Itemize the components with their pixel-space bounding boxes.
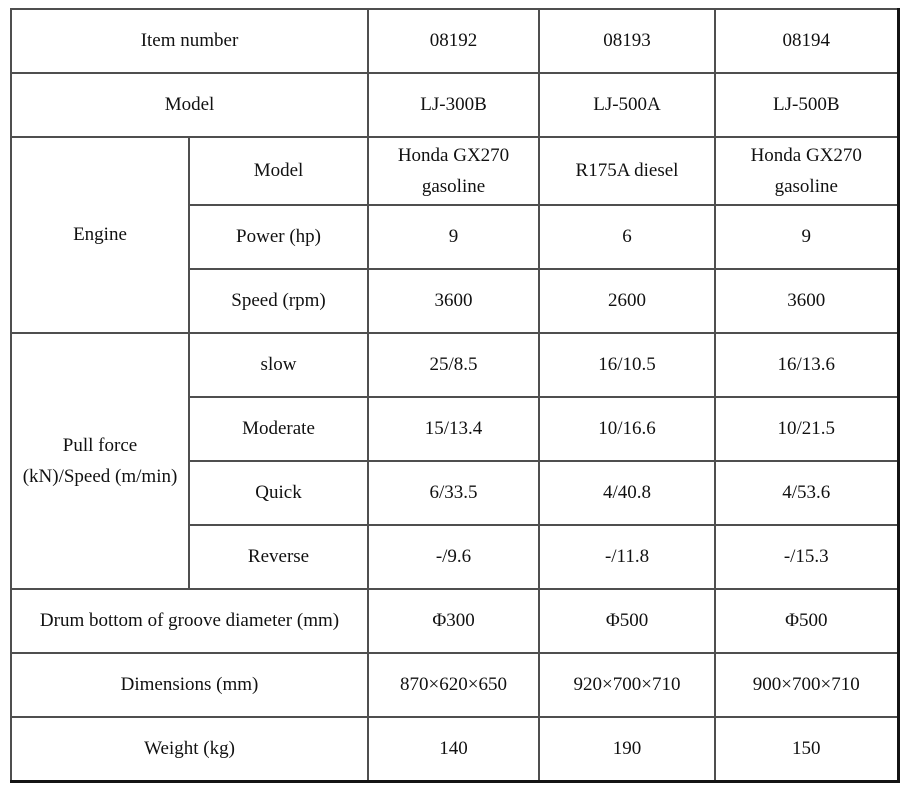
pull-force-moderate-value-1: 15/13.4 xyxy=(368,397,539,461)
engine-power-value-1: 9 xyxy=(368,205,539,269)
pull-force-moderate-label: Moderate xyxy=(189,397,368,461)
engine-model-value-1 xyxy=(368,137,539,205)
item-number-value-3: 08194 xyxy=(715,9,898,73)
pull-force-moderate-value-2: 10/16.6 xyxy=(539,397,715,461)
engine-speed-label: Speed (rpm) xyxy=(189,269,368,333)
pull-force-slow-value-3: 16/13.6 xyxy=(715,333,898,397)
pull-force-slow-value-2: 16/10.5 xyxy=(539,333,715,397)
dimensions-value-1: 870×620×650 xyxy=(368,653,539,717)
weight-value-2: 190 xyxy=(539,717,715,781)
model-label: Model xyxy=(11,73,368,137)
item-number-value-1: 08192 xyxy=(368,9,539,73)
pull-force-moderate-value-3: 10/21.5 xyxy=(715,397,898,461)
engine-model-value-3-line1: Honda GX270 xyxy=(750,145,862,166)
engine-speed-value-3: 3600 xyxy=(715,269,898,333)
drum-diameter-value-3: Φ500 xyxy=(715,589,898,653)
pull-force-reverse-value-2: -/11.8 xyxy=(539,525,715,589)
pull-force-quick-value-2: 4/40.8 xyxy=(539,461,715,525)
weight-label: Weight (kg) xyxy=(11,717,368,781)
pull-force-quick-value-3: 4/53.6 xyxy=(715,461,898,525)
drum-diameter-value-2: Φ500 xyxy=(539,589,715,653)
engine-model-value-3 xyxy=(715,137,898,205)
pull-force-group-label xyxy=(11,333,189,589)
row-item-number xyxy=(11,9,898,73)
row-pull-force-slow xyxy=(11,333,898,397)
engine-power-value-2: 6 xyxy=(539,205,715,269)
dimensions-label: Dimensions (mm) xyxy=(11,653,368,717)
item-number-label: Item number xyxy=(11,9,368,73)
pull-force-quick-label: Quick xyxy=(189,461,368,525)
weight-value-3: 150 xyxy=(715,717,898,781)
engine-power-value-3: 9 xyxy=(715,205,898,269)
engine-model-label: Model xyxy=(189,137,368,205)
drum-diameter-value-1: Φ300 xyxy=(368,589,539,653)
dimensions-value-2: 920×700×710 xyxy=(539,653,715,717)
engine-model-value-1-line1: Honda GX270 xyxy=(397,145,510,166)
pull-force-reverse-value-3: -/15.3 xyxy=(715,525,898,589)
pull-force-group-label-line2: (kN)/Speed (m/min) xyxy=(22,466,178,487)
pull-force-reverse-value-1: -/9.6 xyxy=(368,525,539,589)
model-value-1: LJ-300B xyxy=(368,73,539,137)
model-value-2: LJ-500A xyxy=(539,73,715,137)
pull-force-quick-value-1: 6/33.5 xyxy=(368,461,539,525)
row-engine-model xyxy=(11,137,898,205)
row-drum-diameter xyxy=(11,589,898,653)
row-model xyxy=(11,73,898,137)
item-number-value-2: 08193 xyxy=(539,9,715,73)
product-spec-table xyxy=(10,8,900,783)
pull-force-slow-value-1: 25/8.5 xyxy=(368,333,539,397)
pull-force-group-label-line1: Pull force xyxy=(62,435,138,456)
row-weight xyxy=(11,717,898,781)
pull-force-reverse-label: Reverse xyxy=(189,525,368,589)
model-value-3: LJ-500B xyxy=(715,73,898,137)
engine-model-value-3-line2: gasoline xyxy=(774,176,838,197)
weight-value-1: 140 xyxy=(368,717,539,781)
row-dimensions xyxy=(11,653,898,717)
engine-speed-value-2: 2600 xyxy=(539,269,715,333)
engine-model-value-2: R175A diesel xyxy=(539,137,715,205)
engine-group-label: Engine xyxy=(11,137,189,333)
engine-speed-value-1: 3600 xyxy=(368,269,539,333)
dimensions-value-3: 900×700×710 xyxy=(715,653,898,717)
pull-force-slow-label: slow xyxy=(189,333,368,397)
drum-diameter-label: Drum bottom of groove diameter (mm) xyxy=(11,589,368,653)
engine-model-value-1-line2: gasoline xyxy=(421,176,486,197)
engine-power-label: Power (hp) xyxy=(189,205,368,269)
